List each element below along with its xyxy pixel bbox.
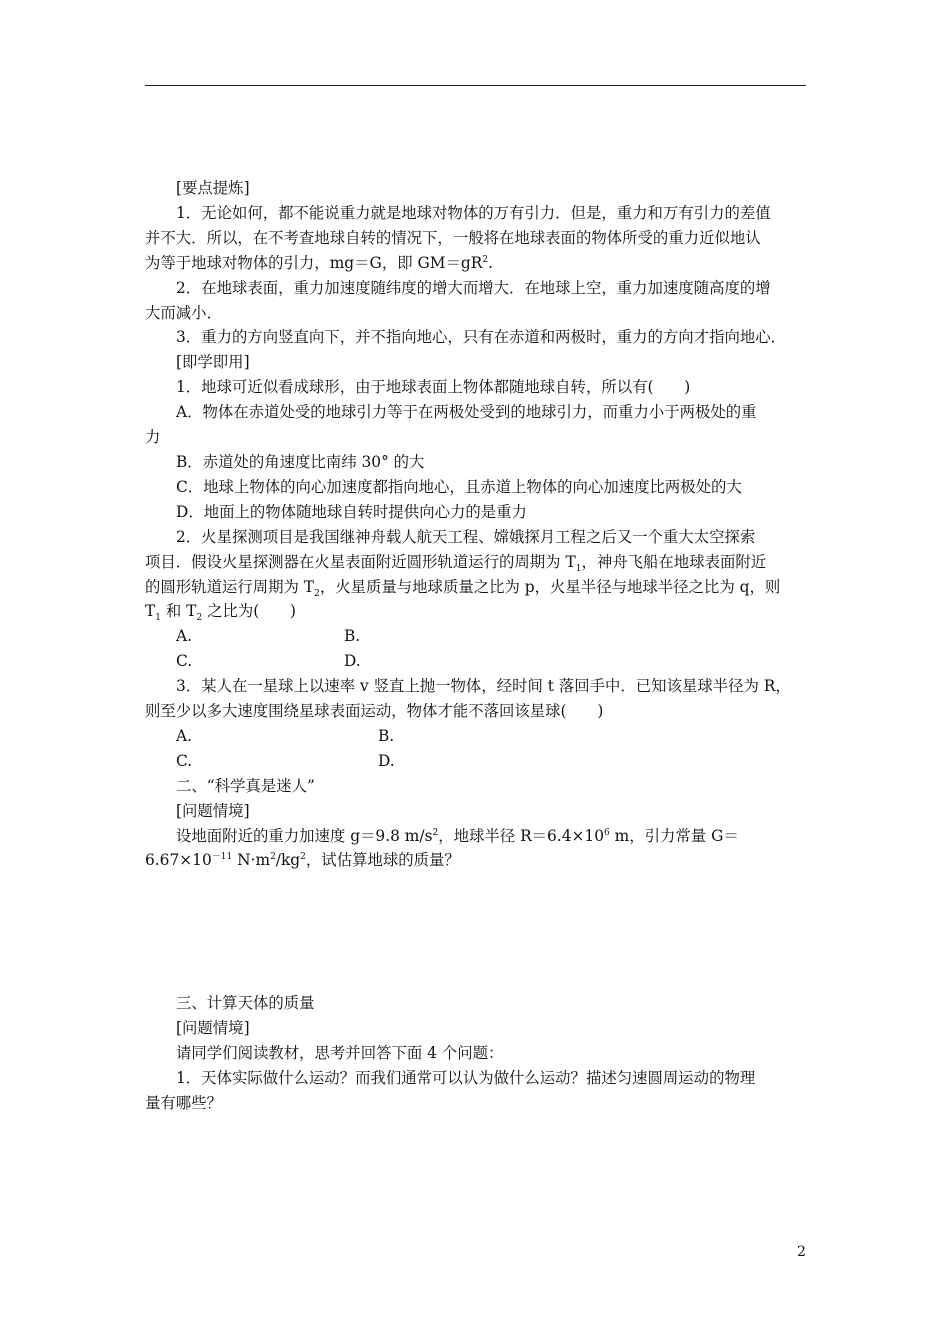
key-point-1-text: 为等于地球对物体的引力，mg＝G，即 GM＝gR <box>145 253 483 272</box>
text: N·m <box>232 851 271 870</box>
option-d: D. <box>378 751 395 770</box>
key-point-1-line-1: 1．无论如何，都不能说重力就是地球对物体的万有引力．但是，重力和万有引力的差值 <box>176 203 771 222</box>
question-3-line-2: 则至少以多大速度围绕星球表面运动，物体才能不落回该星球( ) <box>145 702 604 721</box>
answer-space <box>145 873 806 991</box>
text: ，试估算地球的质量？ <box>305 851 460 870</box>
question-2-line-1: 2．火星探测项目是我国继神舟载人航天工程、嫦娥探月工程之后又一个重大太空探索 <box>176 527 756 546</box>
text: 设地面附近的重力加速度 g＝9.8 m/s <box>176 826 433 845</box>
text: ，神舟飞船在地球表面附近 <box>581 552 767 571</box>
text: 项目．假设火星探测器在火星表面附近圆形轨道运行的周期为 T <box>145 552 576 571</box>
subscript: 2 <box>196 613 203 624</box>
question-2-options-row-1 <box>145 624 806 649</box>
text: m，引力常量 G＝ <box>609 826 739 845</box>
key-point-2-line-2: 大而减小． <box>145 303 222 322</box>
superscript: 2 <box>482 254 489 265</box>
superscript: 2 <box>300 852 306 863</box>
page-number: 2 <box>797 1244 806 1260</box>
question-2-options-row-2 <box>145 649 806 674</box>
section-2-line-2 <box>145 848 806 873</box>
section-2-title: 二、“科学真是迷人” <box>176 776 315 795</box>
superscript: 2 <box>270 852 276 863</box>
text: 之比为( ) <box>202 602 297 621</box>
section-3-question-1-line-2: 量有哪些？ <box>145 1094 222 1112</box>
question-1-option-c: C．地球上物体的向心加速度都指向地心，且赤道上物体的向心加速度比两极处的大 <box>176 477 742 496</box>
option-c: C. <box>176 751 193 770</box>
section-2-line-1 <box>145 824 806 849</box>
superscript: －11 <box>211 852 233 863</box>
option-d: D. <box>344 652 361 671</box>
question-3-options-row-1 <box>145 724 806 749</box>
key-point-2-line-1: 2．在地球表面，重力加速度随纬度的增大而增大．在地球上空，重力加速度随高度的增 <box>176 278 771 297</box>
key-point-1-line-3 <box>145 251 806 276</box>
question-3-options-row-2 <box>145 749 806 774</box>
superscript: 2 <box>432 827 439 838</box>
text: ，地球半径 R＝6.4×10 <box>438 826 604 845</box>
section-3-question-1-line-1: 1．天体实际做什么运动？而我们通常可以认为做什么运动？描述匀速圆周运动的物理 <box>176 1069 756 1088</box>
text: T <box>145 602 156 621</box>
option-a: A. <box>176 627 193 646</box>
header-rule <box>145 85 806 86</box>
section-2-header: [问题情境] <box>176 801 250 820</box>
question-2-line-3 <box>145 575 806 600</box>
question-3-line-1: 3．某人在一星球上以速率 v 竖直上抛一物体，经时间 t 落回手中．已知该星球半径为 R， <box>176 677 791 696</box>
question-1: 1．地球可近似看成球形，由于地球表面上物体都随地球自转，所以有( ) <box>176 378 691 397</box>
text: ，火星质量与地球质量之比为 p，火星半径与地球半径之比为 q，则 <box>319 577 781 596</box>
text: /kg <box>275 851 301 870</box>
option-c: C. <box>176 652 193 671</box>
superscript: 6 <box>604 827 610 838</box>
text: 的圆形轨道运行周期为 T <box>145 577 315 596</box>
text: 和 T <box>161 602 197 621</box>
option-b: B. <box>344 627 361 646</box>
question-1-option-b: B．赤道处的角速度比南纬 30° 的大 <box>176 452 425 471</box>
section-3-title: 三、计算天体的质量 <box>176 994 315 1013</box>
key-point-1-line-2: 并不大．所以，在不考查地球自转的情况下，一般将在地球表面的物体所受的重力近似地认 <box>145 228 761 247</box>
page-content <box>145 176 806 1116</box>
question-1-option-a-line-1: A．物体在赤道处受的地球引力等于在两极处受到的地球引力，而重力小于两极处的重 <box>176 403 757 422</box>
subscript: 1 <box>575 563 582 574</box>
option-b: B. <box>378 726 395 745</box>
section-3-header: [问题情境] <box>176 1019 250 1038</box>
practice-header: [即学即用] <box>176 353 250 372</box>
key-point-3: 3．重力的方向竖直向下，并不指向地心，只有在赤道和两极时，重力的方向才指向地心． <box>176 328 787 347</box>
section-3-intro: 请同学们阅读教材，思考并回答下面 4 个问题： <box>176 1044 504 1063</box>
period: . <box>488 253 494 272</box>
question-1-option-a-line-2: 力 <box>145 428 161 447</box>
key-points-header: [要点提炼] <box>176 179 250 197</box>
question-1-option-d: D．地面上的物体随地球自转时提供向心力的是重力 <box>176 502 527 521</box>
question-2-line-4 <box>145 599 806 624</box>
subscript: 1 <box>155 613 161 624</box>
subscript: 2 <box>314 588 320 599</box>
text: 6.67×10 <box>145 851 212 870</box>
option-a: A. <box>176 726 193 745</box>
question-2-line-2 <box>145 550 806 575</box>
